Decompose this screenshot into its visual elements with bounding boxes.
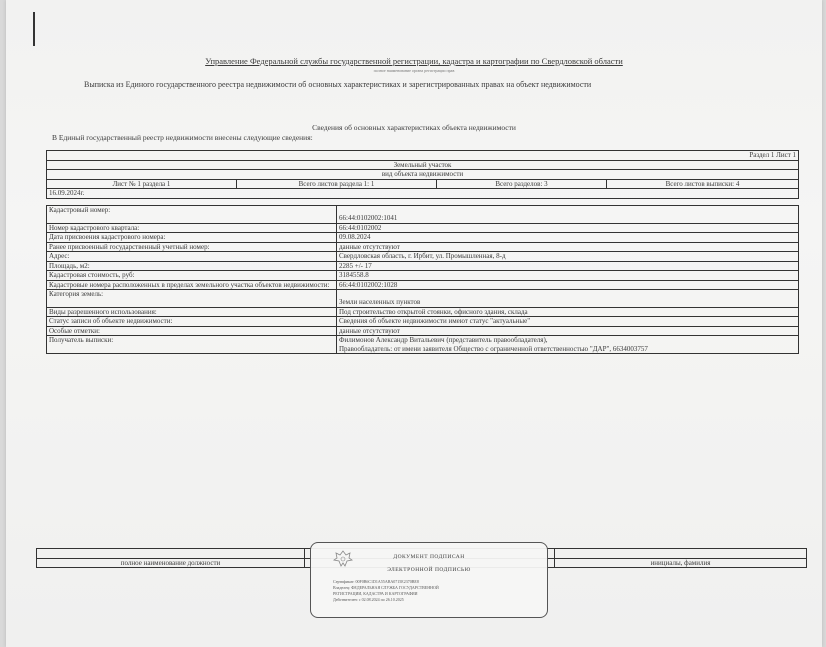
table-row: [47, 336, 799, 354]
info-title: Сведения об основных характеристиках объекта недвижимости: [312, 123, 516, 132]
section-label: Раздел 1 Лист 1: [47, 151, 799, 161]
row-value: Свердловская область, г. Ирбит, ул. Промышленная, 8-д: [337, 252, 799, 262]
total-sections: Всего разделов: 3: [437, 179, 607, 189]
object-type: Земельный участок: [47, 160, 799, 170]
row-value: данные отсутствуют: [337, 242, 799, 252]
table-row: [47, 271, 799, 281]
table-row: [47, 280, 799, 290]
stamp-valid: Действителен: с 02.08.2024 по 26.10.2025: [333, 597, 404, 602]
row-label: Виды разрешенного использования:: [47, 307, 337, 317]
stamp-certificate-info: [333, 579, 439, 603]
row-label: Ранее присвоенный государственный учетный номер:: [47, 242, 337, 252]
row-label: Статус записи об объекте недвижимости:: [47, 317, 337, 327]
table-row: [47, 252, 799, 262]
row-value-line: Филимонов Александр Витальевич (представитель правообладателя),: [339, 336, 548, 344]
row-value: [337, 290, 799, 308]
row-value: 3184558.8: [337, 271, 799, 281]
row-value-line: Правообладатель: от имени заявителя Общество с ограниченной ответственностью "ДАР", 6634003757: [339, 344, 648, 353]
table-row: [47, 223, 799, 233]
agency-subtitle: полное наименование органа регистрации прав: [373, 68, 455, 73]
row-value: данные отсутствуют: [337, 326, 799, 336]
stamp-cert: Сертификат: 00F0B6C1D1A55ABA0715E2370BE8: [333, 579, 419, 584]
table-row: [47, 326, 799, 336]
table-row: [47, 206, 799, 224]
section-header-table: [46, 150, 799, 199]
stamp-line1: ДОКУМЕНТ ПОДПИСАН: [393, 554, 465, 560]
table-row: [47, 261, 799, 271]
row-value: 66:44:0102002:1028: [337, 280, 799, 290]
row-label: Адрес:: [47, 252, 337, 262]
row-label: Номер кадастрового квартала:: [47, 223, 337, 233]
row-label: Кадастровый номер:: [47, 206, 337, 224]
row-value-text: Земли населенных пунктов: [339, 298, 421, 306]
stamp-owner: Владелец: ФЕДЕРАЛЬНАЯ СЛУЖБА ГОСУДАРСТВЕННОЙ: [333, 585, 439, 590]
name-caption: инициалы, фамилия: [555, 558, 807, 568]
row-label: Получатель выписки:: [47, 336, 337, 354]
row-label: Особые отметки:: [47, 326, 337, 336]
table-row: [47, 317, 799, 327]
sheet-label: Лист № 1 раздела 1: [47, 179, 237, 189]
row-value: Под строительство открытой стоянки, офисного здания, склада: [337, 307, 799, 317]
row-label: Площадь, м2:: [47, 261, 337, 271]
row-value-text: 66:44:0102002:1041: [339, 214, 398, 222]
row-label: Категория земель:: [47, 290, 337, 308]
position-caption: полное наименование должности: [37, 558, 305, 568]
row-value: Сведения об объекте недвижимости имеют статус "актуальные": [337, 317, 799, 327]
margin-mark: [33, 12, 35, 46]
characteristics-table: [46, 205, 799, 354]
total-sheets-section: Всего листов раздела 1: 1: [237, 179, 437, 189]
row-value: 66:44:0102002: [337, 223, 799, 233]
extract-date: 16.09.2024г.: [47, 189, 799, 199]
table-row: [47, 307, 799, 317]
electronic-signature-stamp: [310, 542, 548, 618]
table-row: [47, 233, 799, 243]
row-value: 2285 +/- 17: [337, 261, 799, 271]
table-row: [47, 290, 799, 308]
row-label: Кадастровые номера расположенных в пределах земельного участка объектов недвижимости:: [47, 280, 337, 290]
total-sheets-extract: Всего листов выписки: 4: [607, 179, 799, 189]
extract-title: Выписка из Единого государственного реестра недвижимости об основных характеристиках и зарегистрированных правах на объект недвижимости: [84, 80, 592, 89]
stamp-owner2: РЕГИСТРАЦИИ, КАДАСТРА И КАРТОГРАФИИ: [333, 591, 418, 596]
row-value: [337, 206, 799, 224]
table-row: [47, 242, 799, 252]
document-page: [6, 0, 822, 647]
row-label: Дата присвоения кадастрового номера:: [47, 233, 337, 243]
row-value: [337, 336, 799, 354]
entered-text: В Единый государственный реестр недвижимости внесены следующие сведения:: [52, 133, 313, 142]
row-label: Кадастровая стоимость, руб:: [47, 271, 337, 281]
stamp-line2: ЭЛЕКТРОННОЙ ПОДПИСЬЮ: [387, 567, 471, 573]
row-value: 09.08.2024: [337, 233, 799, 243]
object-type-caption: вид объекта недвижимости: [47, 170, 799, 180]
agency-name: Управление Федеральной службы государственной регистрации, кадастра и картографии по Свердловской области: [205, 56, 623, 66]
